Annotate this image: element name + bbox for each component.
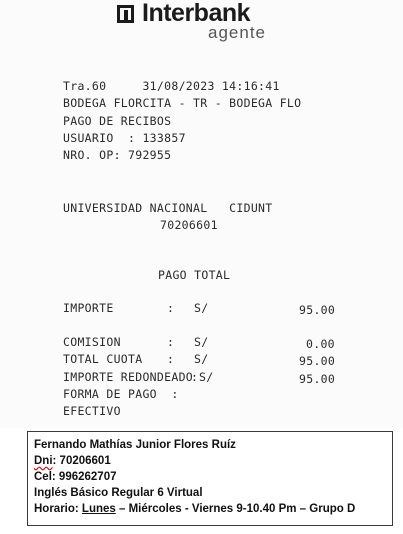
row-amount: 95.00 bbox=[299, 303, 336, 317]
row-label: COMISION bbox=[63, 335, 121, 349]
receipt-section-title: PAGO TOTAL bbox=[158, 268, 231, 282]
interbank-logo bbox=[114, 0, 284, 43]
receipt-line-operation: NRO. OP: 792955 bbox=[63, 148, 172, 162]
row-amount: 95.00 bbox=[299, 354, 336, 368]
receipt-entity-code: 70206601 bbox=[160, 218, 218, 232]
row-currency: S/ bbox=[199, 370, 214, 384]
student-name: Fernando Mathías Junior Flores Ruíz bbox=[34, 439, 236, 451]
row-label: TOTAL CUOTA bbox=[63, 352, 143, 366]
row-amount: 0.00 bbox=[306, 337, 335, 351]
student-course: Inglés Básico Regular 6 Virtual bbox=[34, 487, 203, 499]
row-amount: 95.00 bbox=[299, 372, 336, 386]
receipt-payment-method-label: FORMA DE PAGO : bbox=[63, 387, 179, 401]
student-cel: Cel: 996262707 bbox=[34, 471, 117, 483]
receipt-line-user: USUARIO : 133857 bbox=[63, 131, 186, 145]
student-info-box bbox=[27, 431, 393, 526]
receipt-line-transaction: Tra.60 31/08/2023 14:16:41 bbox=[63, 79, 280, 93]
student-schedule bbox=[34, 501, 386, 517]
row-currency: S/ bbox=[194, 301, 209, 315]
receipt-entity: UNIVERSIDAD NACIONAL CIDUNT bbox=[63, 201, 273, 215]
row-currency: S/ bbox=[194, 335, 209, 349]
row-sep: : bbox=[167, 301, 175, 315]
receipt-line-service: PAGO DE RECIBOS bbox=[63, 114, 172, 128]
schedule-day: Lunes bbox=[81, 503, 116, 515]
row-label: IMPORTE REDONDEADO bbox=[63, 370, 194, 384]
student-dni bbox=[34, 453, 386, 469]
row-currency: S/ bbox=[194, 352, 209, 366]
row-sep: : bbox=[191, 370, 199, 384]
receipt-line-store: BODEGA FLORCITA - TR - BODEGA FLO bbox=[63, 96, 302, 110]
dni-value: : 70206601 bbox=[52, 455, 111, 467]
row-label: IMPORTE bbox=[63, 301, 114, 315]
receipt-payment-method-value: EFECTIVO bbox=[63, 404, 121, 418]
logo-brand: Interbank bbox=[142, 0, 251, 27]
schedule-rest: – Miércoles - Viernes 9-10.40 Pm – Grupo D bbox=[115, 503, 356, 515]
dni-label: Dni bbox=[34, 455, 53, 467]
logo-sub: agente bbox=[208, 23, 266, 42]
schedule-label: Horario: bbox=[34, 503, 82, 515]
row-sep: : bbox=[167, 335, 175, 349]
row-sep: : bbox=[167, 352, 175, 366]
interbank-logo-icon bbox=[117, 5, 134, 23]
